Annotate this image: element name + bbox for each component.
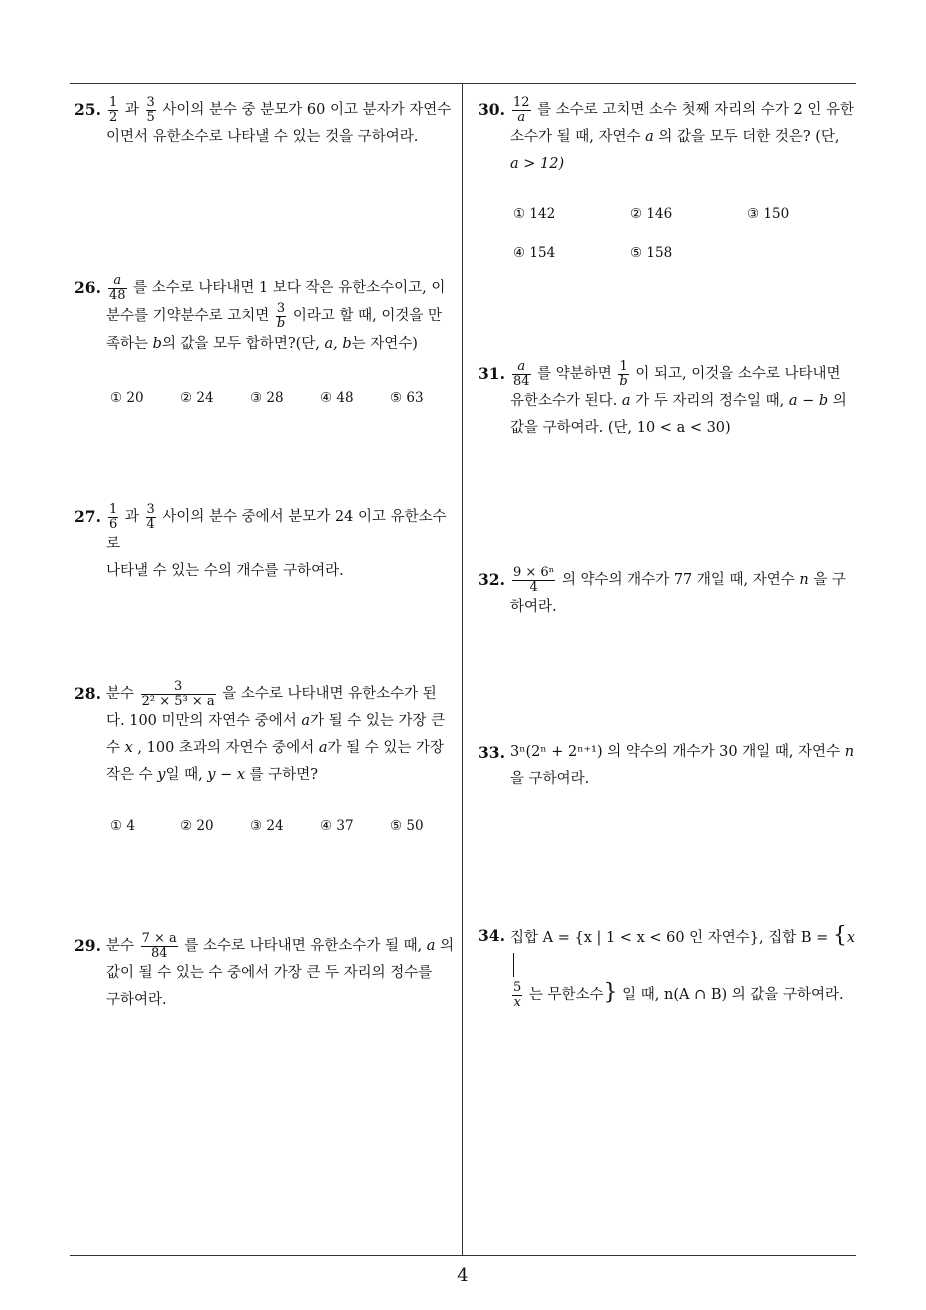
choice-4[interactable]: ④ 48 xyxy=(320,390,354,406)
choice-5[interactable]: ⑤ 50 xyxy=(390,818,424,834)
fraction: $\frac{7 \times a}{84}$ xyxy=(141,931,177,961)
choice-3[interactable]: ③ 24 xyxy=(250,818,284,834)
question-28: 28. 분수 $\frac{3}{\text{2² × 5³ × a}}$ 을 소수로 나타내면 유한소수가 된 다. 100 미만의 자연수 중에서 a가 될 수 있는 가장 큰 수 x , 100 초과의 자연수 중에서 a가 될 수 있는 가장 작은 수 y일 때, y − x 를 구하면? xyxy=(74,679,446,784)
question-27: 27. $\frac{1}{6}$ 과 $\frac{3}{4}$ 사이의 분수 중에서 분모가 24 이고 유한소수로 나타낼 수 있는 수의 개수를 구하여라. xyxy=(74,502,447,580)
question-30: 30. $\frac{12}{a}$ 를 소수로 고치면 소수 첫째 자리의 수가 2 인 유한 소수가 될 때, 자연수 a 의 값을 모두 더한 것은? (단, a > 12) xyxy=(478,95,854,173)
choice-1[interactable]: ① 20 xyxy=(110,390,144,406)
choice-1[interactable]: ① 142 xyxy=(513,206,556,222)
question-25: 25. $\frac{1}{2}$ 과 $\frac{3}{5}$ 사이의 분수 중 분모가 60 이고 분자가 자연수 이면서 유한소수로 나타낼 수 있는 것을 구하여라. xyxy=(74,95,452,146)
choice-2[interactable]: ② 24 xyxy=(180,390,214,406)
question-number: 27. xyxy=(74,507,101,526)
fraction: $\frac{\text{9 × 6ⁿ}}{4}$ xyxy=(513,565,555,595)
bottom-rule xyxy=(70,1255,856,1256)
question-number: 29. xyxy=(74,936,101,955)
column-divider xyxy=(462,83,463,1255)
fraction: $\frac{a}{48}$ xyxy=(109,273,126,303)
set-bar xyxy=(513,953,514,977)
question-34: 34. 집합 A = {x | 1 < x < 60 인 자연수}, 집합 B = {x $\frac{5}{x}$ 는 무한소수} 일 때, n(A ∩ B) 의 값을 구하여라. xyxy=(478,923,856,1010)
question-31: 31. $\frac{a}{84}$ 를 약분하면 $\frac{1}{b}$ 이 되고, 이것을 소수로 나타내면 유한소수가 된다. a 가 두 자리의 정수일 때, a − b 의 값을 구하여라. (단, 10 < a < 30) xyxy=(478,359,847,437)
top-rule xyxy=(70,83,856,84)
question-number: 30. xyxy=(478,100,505,119)
question-number: 28. xyxy=(74,684,101,703)
fraction: $\frac{3}{\text{2² × 5³ × a}}$ xyxy=(141,679,215,709)
question-29: 29. 분수 $\frac{7 \times a}{84}$ 를 소수로 나타내면 유한소수가 될 때, a 의 값이 될 수 있는 수 중에서 가장 큰 두 자리의 정수를 구하여라. xyxy=(74,931,455,1009)
question-number: 25. xyxy=(74,100,101,119)
choice-4[interactable]: ④ 37 xyxy=(320,818,354,834)
question-number: 32. xyxy=(478,570,505,589)
question-number: 34. xyxy=(478,926,505,945)
page-number: 4 xyxy=(457,1265,469,1286)
fraction: $\frac{1}{2}$ xyxy=(109,95,118,125)
answer-choices-26 xyxy=(110,390,450,410)
fraction: $\frac{3}{5}$ xyxy=(146,95,155,125)
fraction: $\frac{3}{4}$ xyxy=(146,502,155,532)
fraction: $\frac{a}{84}$ xyxy=(513,359,530,389)
fraction: $\frac{1}{b}$ xyxy=(619,359,628,389)
choice-4[interactable]: ④ 154 xyxy=(513,245,556,261)
choice-3[interactable]: ③ 150 xyxy=(747,206,790,222)
choice-5[interactable]: ⑤ 158 xyxy=(630,245,673,261)
fraction: $\frac{3}{b}$ xyxy=(276,301,286,331)
question-32: 32. $\frac{\text{9 × 6ⁿ}}{4}$ 의 약수의 개수가 77 개일 때, 자연수 n 을 구 하여라. xyxy=(478,565,846,616)
question-number: 26. xyxy=(74,278,101,297)
fraction: $\frac{5}{x}$ xyxy=(513,979,522,1010)
question-26: 26. $\frac{a}{48}$ 를 소수로 나타내면 1 보다 작은 유한소수이고, 이 분수를 기약분수로 고치면 $\frac{3}{b}$ 이라고 할 때, 이것을 만 족하는 b의 값을 모두 합하면?(단, a, b는 자연수) xyxy=(74,273,446,352)
answer-choices-30 xyxy=(513,206,853,266)
choice-3[interactable]: ③ 28 xyxy=(250,390,284,406)
fraction: $\frac{1}{6}$ xyxy=(109,502,118,532)
question-number: 31. xyxy=(478,364,505,383)
choice-1[interactable]: ① 4 xyxy=(110,818,135,834)
choice-2[interactable]: ② 146 xyxy=(630,206,673,222)
answer-choices-28 xyxy=(110,818,450,838)
choice-5[interactable]: ⑤ 63 xyxy=(390,390,424,406)
question-33: 33. 3ⁿ(2ⁿ + 2ⁿ⁺¹) 의 약수의 개수가 30 개일 때, 자연수 n 을 구하여라. xyxy=(478,739,862,793)
choice-2[interactable]: ② 20 xyxy=(180,818,214,834)
question-number: 33. xyxy=(478,743,505,762)
fraction: $\frac{12}{a}$ xyxy=(513,95,530,125)
